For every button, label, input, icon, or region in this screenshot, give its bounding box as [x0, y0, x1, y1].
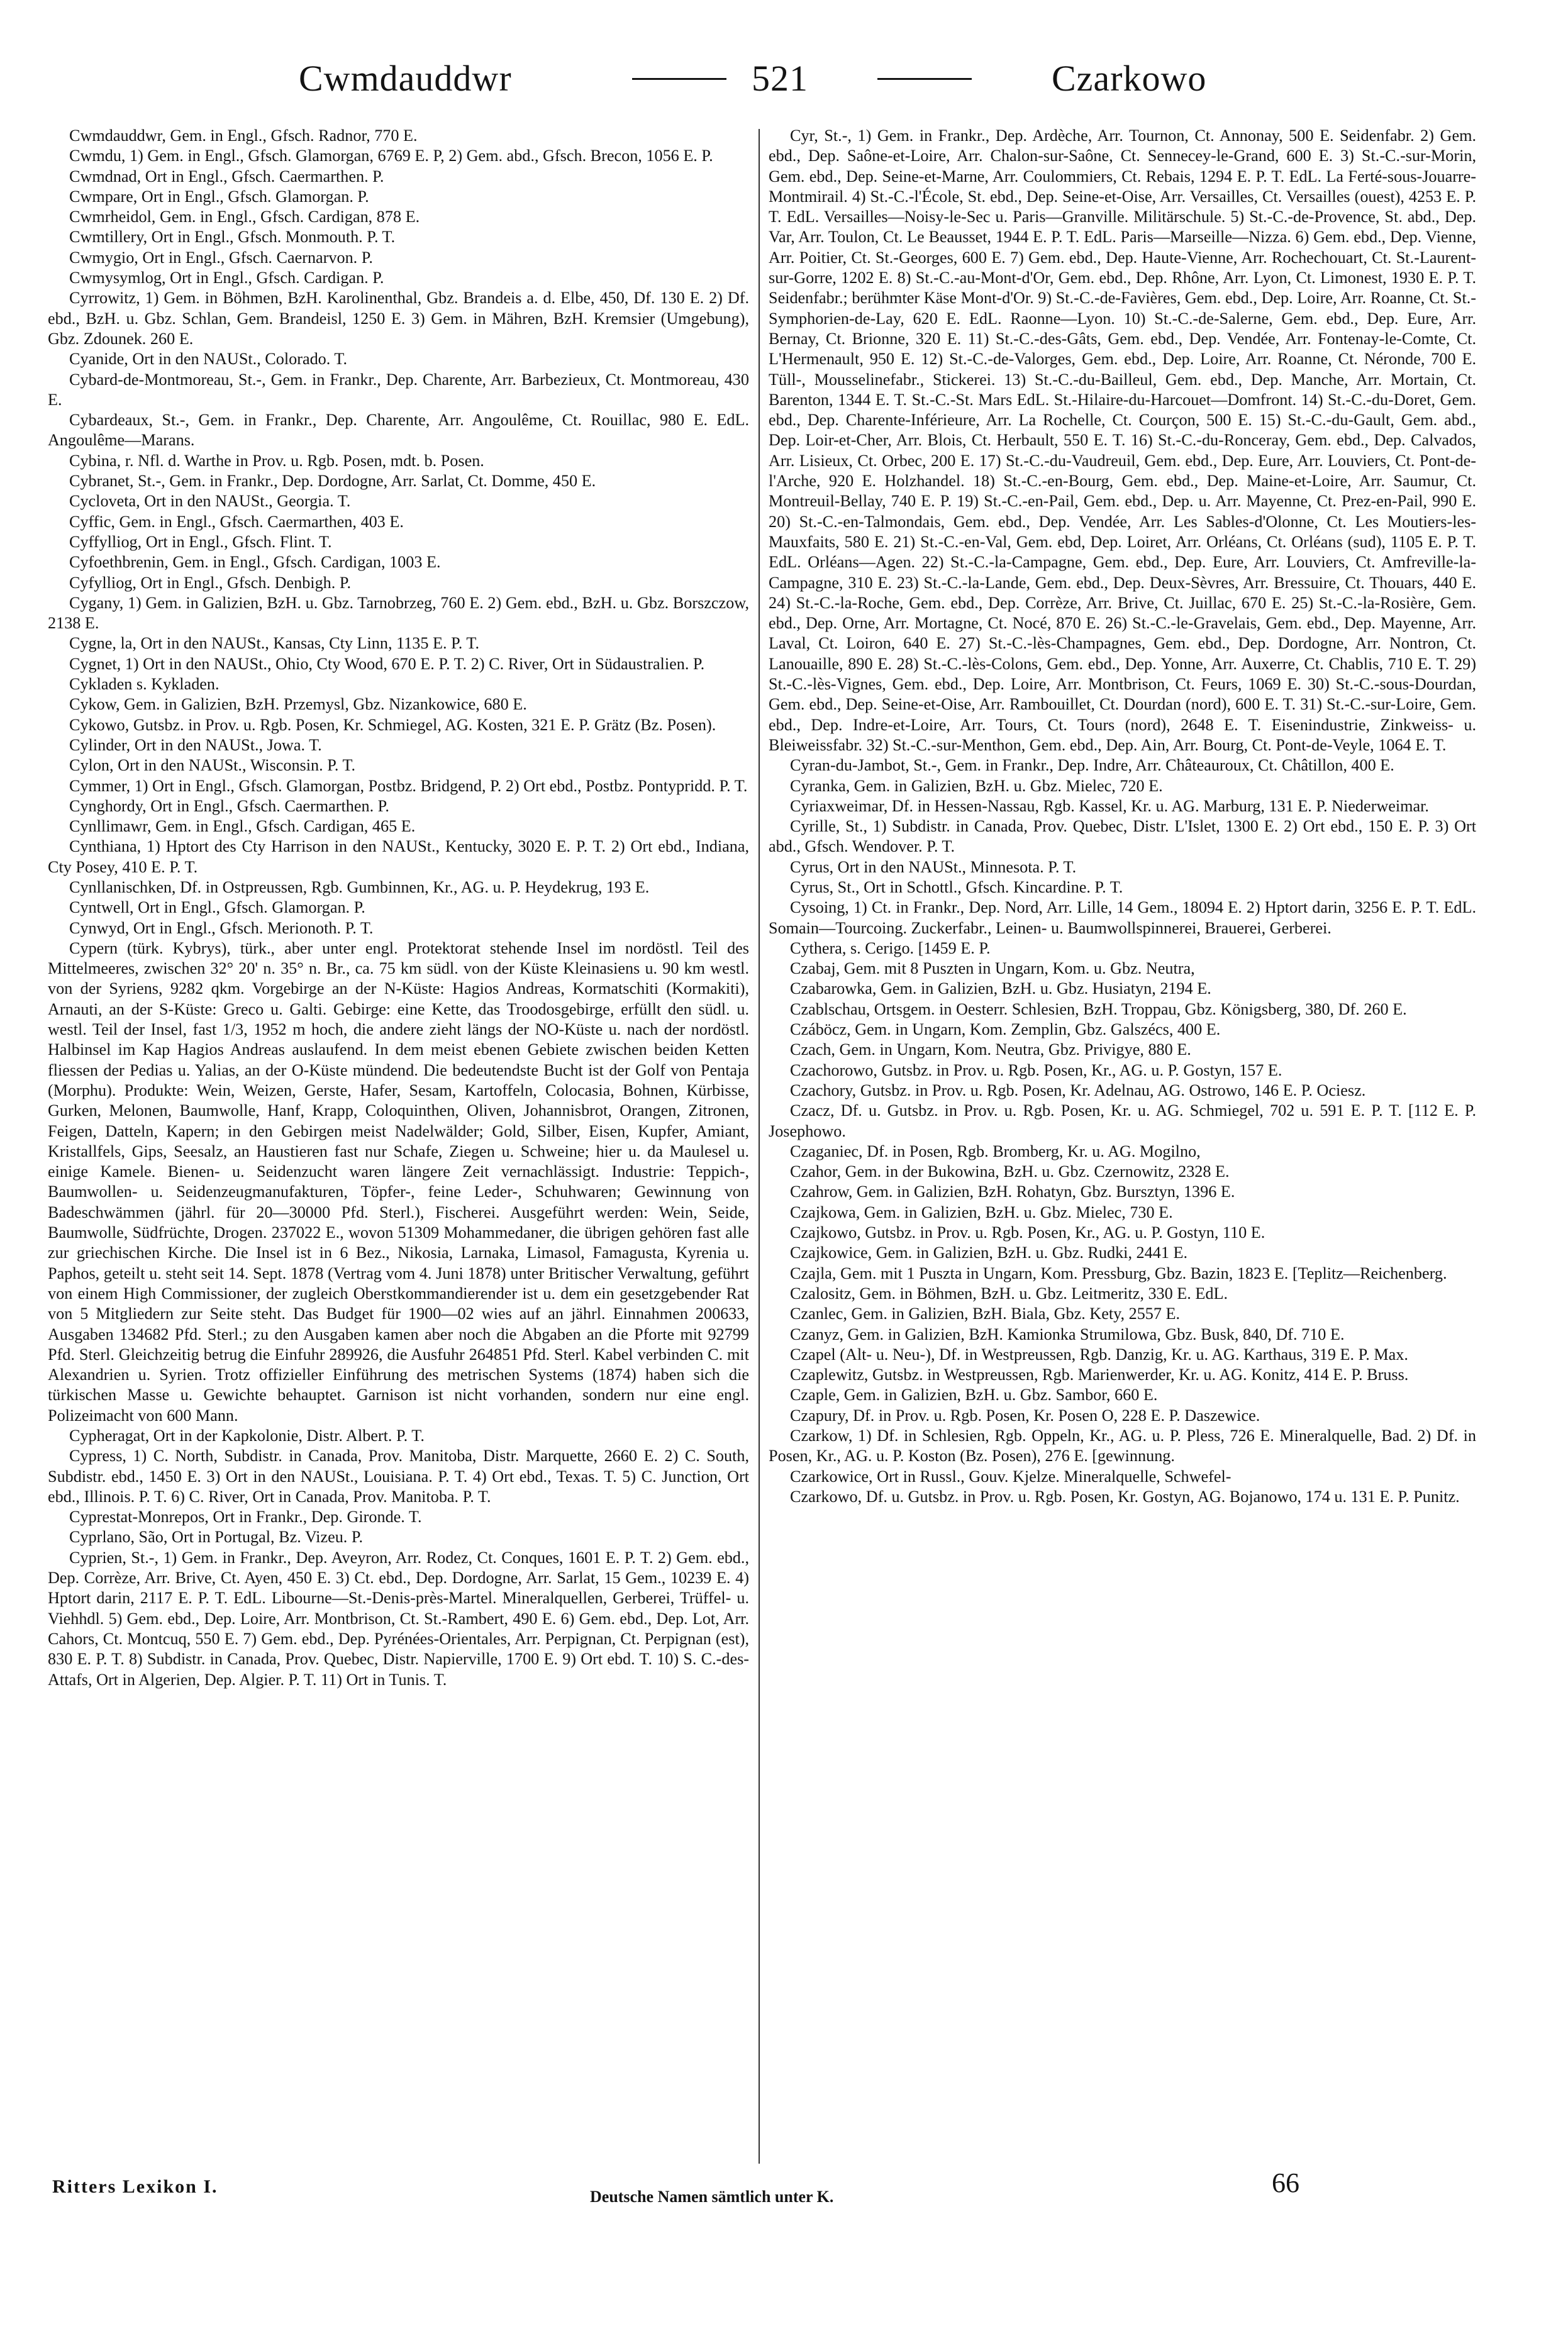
- page-number: 521: [752, 58, 808, 99]
- dictionary-entry: Czalositz, Gem. in Böhmen, BzH. u. Gbz. Leitmeritz, 330 E. EdL.: [790, 1284, 1228, 1303]
- dictionary-entry: Czabarowka, Gem. in Galizien, BzH. u. Gbz. Husiatyn, 2194 E.: [790, 979, 1211, 998]
- dictionary-entry: Cwmysymlog, Ort in Engl., Gfsch. Cardigan. P.: [69, 269, 384, 287]
- dictionary-entry: Cwmdu, 1) Gem. in Engl., Gfsch. Glamorgan, 6769 E. P, 2) Gem. abd., Gfsch. Brecon, 1056 E. P.: [69, 147, 713, 165]
- header-rule-right: [877, 78, 972, 80]
- dictionary-entry: Cwmdnad, Ort in Engl., Gfsch. Caermarthen. P.: [69, 167, 384, 186]
- dictionary-entry: Czacz, Df. u. Gutsbz. in Prov. u. Rgb. Posen, Kr. u. AG. Schmiegel, 702 u. 591 E. P. T. [112 E. P. Josephowo.: [769, 1101, 1476, 1140]
- dictionary-entry: Cyprestat-Monrepos, Ort in Frankr., Dep. Gironde. T.: [69, 1508, 422, 1527]
- dictionary-entry: Cysoing, 1) Ct. in Frankr., Dep. Nord, Arr. Lille, 14 Gem., 18094 E. 2) Hptort darin, 3256 E. P. T. EdL. Somain—Tourcoing. Zuckerfabr., Leinen- u. Baumwollspinnerei, Brauerei, Gerberei.: [769, 898, 1476, 937]
- dictionary-entry: Czapel (Alt- u. Neu-), Df. in Westpreussen, Rgb. Danzig, Kr. u. AG. Karthaus, 319 E. P. Max.: [790, 1345, 1408, 1364]
- dictionary-entry: Czanyz, Gem. in Galizien, BzH. Kamionka Strumilowa, Gbz. Busk, 840, Df. 710 E.: [790, 1325, 1345, 1343]
- dictionary-entry: Cyprien, St.-, 1) Gem. in Frankr., Dep. Aveyron, Arr. Rodez, Ct. Conques, 1601 E. P. T. 2) Gem. ebd., Dep. Corrèze, Arr. Brive, Ct. Ayen, 450 E. 3) Ct. ebd., Dep. Dordogne, Arr. Sarlat, 15 Gem., 10239 E. 4) Hptort darin, 2117 E. P. T. EdL. Libourne—St.-Denis-près-Martel. Mineralquellen, Gerberei, Trüffel- u. Viehhdl. 5) Gem. ebd., Dep. Loire, Arr. Montbrison, Ct. St.-Rambert, 490 E. 6) Gem. ebd., Dep. Lot, Arr. Cahors, Ct. Montcuq, 550 E. 7) Gem. ebd., Dep. Pyrénées-Orientales, Arr. Perpignan, Ct. Perpignan (est), 830 E. P. T. 8) Subdistr. in Canada, Prov. Quebec, Distr. Napierville, 1700 E. 9) Ort ebd. T. 10) S. C.-des-Attafs, Ort in Algerien, Dep. Algier. P. T. 11) Ort in Tunis. T.: [48, 1548, 749, 1689]
- dictionary-entry: Cythera, s. Cerigo. [1459 E. P.: [790, 938, 991, 957]
- dictionary-entry: Cyr, St.-, 1) Gem. in Frankr., Dep. Ardèche, Arr. Tournon, Ct. Annonay, 500 E. Seidenfabr. 2) Gem. ebd., Dep. Saône-et-Loire, Arr. Chalon-sur-Saône, Ct. Sennecey-le-Grand, 600 E. 3) St.-C.-sur-Morin, Gem. ebd., Dep. Seine-et-Marne, Arr. Coulommiers, Ct. Rebais, 1294 E. P. T. EdL. La Ferté-sous-Jouarre-Montmirail. 4) St.-C.-l'École, St. ebd., Dep. Seine-et-Oise, Arr. Versailles, Ct. Versailles (ouest), 4253 E. P. T. EdL. Versailles—Noisy-le-Sec u. Paris—Granville. Militärschule. 5) St.-C.-de-Provence, St. abd., Dep. Var, Arr. Toulon, Ct. Le Beausset, 1944 E. P. T. EdL. Paris—Marseille—Nizza. 6) Gem. ebd., Dep. Vienne, Arr. Poitier, Ct. St.-Georges, 600 E. 7) Gem. ebd., Dep. Haute-Vienne, Arr. Rochechouart, Ct. St.-Laurent-sur-Gorre, 1202 E. 8) St.-C.-au-Mont-d'Or, Gem. ebd., Dep. Rhône, Arr. Lyon, Ct. Limonest, 1930 E. P. T. Seidenfabr.; berühmter Käse Mont-d'Or. 9) St.-C.-de-Favières, Gem. ebd., Dep. Loire, Arr. Roanne, Ct. St.-Symphorien-de-Lay, 620 E. EdL. Raonne—Lyon. 10) St.-C.-de-Salerne, Gem. ebd., Dep. Eure, Arr. Bernay, Ct. Brionne, 320 E. 11) St.-C.-des-Gâts, Gem. ebd., Dep. Vendée, Arr. Fontenay-le-Comte, Ct. L'Hermenault, 950 E. 12) St.-C.-de-Valorges, Gem. ebd., Dep. Loire, Arr. Roanne, Ct. Néronde, 700 E. Tüll-, Mousselinefabr., Stickerei. 13) St.-C.-du-Bailleul, Gem. ebd., Dep. Manche, Arr. Mortain, Ct. Barenton, 1344 E. T. St.-C.-St. Mars EdL. St.-Hilaire-du-Harcouet—Domfront. 14) St.-C.-du-Doret, Gem. ebd., Dep. Charente-Inférieure, Arr. La Rochelle, Ct. Courçon, 500 E. 15) St.-C.-du-Gault, Gem. abd., Dep. Loir-et-Cher, Arr. Blois, Ct. Herbault, 550 E. T. 16) St.-C.-du-Ronceray, Gem. ebd., Dep. Calvados, Arr. Lisieux, Ct. Orbec, 200 E. 17) St.-C.-du-Vaudreuil, Gem. ebd., Dep. Eure, Arr. Louviers, Ct. Pont-de-l'Arche, 920 E. Holzhandel. 18) St.-C.-en-Bourg, Gem. ebd., Dep. Maine-et-Loire, Arr. Saumur, Ct. Montreuil-Bellay, 740 E. P. 19) St.-C.-en-Pail, Gem. ebd., Dep. u. Arr. Mayenne, Ct. Prez-en-Pail, 990 E. 20) St.-C.-en-Talmondais, Gem. ebd., Dep. Vendée, Arr. Les Sables-d'Olonne, Ct. Les Moutiers-les-Mauxfaits, 580 E. 21) St.-C.-en-Val, Gem. ebd, Dep. Loiret, Arr. Orléans, Ct. Orléans (sud), 1105 E. P. T. EdL. Orléans—Agen. 22) St.-C.-la-Campagne, Gem. ebd., Dep. Eure, Arr. Louviers, Ct. Amfreville-la-Campagne, 310 E. 23) St.-C.-la-Lande, Gem. ebd., Dep. Deux-Sèvres, Arr. Bressuire, Ct. Thouars, 440 E. 24) St.-C.-la-Roche, Gem. ebd., Dep. Corrèze, Arr. Brive, Ct. Juillac, 670 E. 25) St.-C.-la-Rosière, Gem. ebd., Dep. Orne, Arr. Mortagne, Ct. Nocé, 870 E. 26) St.-C.-le-Gravelais, Gem. ebd., Dep. Mayenne, Arr. Laval, Ct. Loiron, 640 E. 27) St.-C.-lès-Champagnes, Gem. ebd., Dep. Dordogne, Arr. Nontron, Ct. Lanouaille, 890 E. 28) St.-C.-lès-Colons, Gem. ebd., Dep. Yonne, Arr. Auxerre, Ct. Chablis, 710 E. T. 29) St.-C.-lès-Vignes, Gem. ebd., Dep. Loire, Arr. Montbrison, Ct. Feurs, 1069 E. 30) St.-C.-sous-Dourdan, Gem. ebd., Dep. Seine-et-Oise, Arr. Rambouillet, Ct. Dourdan (nord), 600 E. T. 31) St.-C.-sur-Loire, Gem. ebd., Dep. Indre-et-Loire, Arr. Tours, Ct. Tours (nord), 2648 E. T. Eisenindustrie, Zinkweiss- u. Bleiweissfabr. 32) St.-C.-sur-Menthon, Gem. ebd., Dep. Ain, Arr. Bourg, Ct. Pont-de-Veyle, 1064 E. T.: [769, 126, 1476, 754]
- dictionary-entry: Cwmygio, Ort in Engl., Gfsch. Caernarvon. P.: [69, 248, 373, 267]
- dictionary-entry: Czarkow, 1) Df. in Schlesien, Rgb. Oppeln, Kr., AG. u. P. Pless, 726 E. Mineralquelle, Bad. 2) Df. in Posen, Kr., AG. u. P. Koston (Bz. Posen), 276 E. [gewinnung.: [769, 1427, 1476, 1466]
- dictionary-entry: Cyriaxweimar, Df. in Hessen-Nassau, Rgb. Kassel, Kr. u. AG. Marburg, 131 E. P. Niederweimar.: [790, 796, 1429, 815]
- dictionary-entry: Cycloveta, Ort in den NAUSt., Georgia. T.: [69, 492, 351, 511]
- column-divider: [759, 129, 760, 2164]
- dictionary-entry: Cynllimawr, Gem. in Engl., Gfsch. Cardigan, 465 E.: [69, 817, 416, 836]
- header-rule-left: [632, 78, 726, 80]
- dictionary-entry: Cybard-de-Montmoreau, St.-, Gem. in Frankr., Dep. Charente, Arr. Barbezieux, Ct. Montmoreau, 430 E.: [48, 370, 749, 409]
- dictionary-entry: Czarkowice, Ort in Russl., Gouv. Kjelze. Mineralquelle, Schwefel-: [790, 1467, 1232, 1486]
- dictionary-entry: Cyfoethbrenin, Gem. in Engl., Gfsch. Cardigan, 1003 E.: [69, 553, 441, 572]
- dictionary-entry: Cyffylliog, Ort in Engl., Gfsch. Flint. T.: [69, 532, 332, 551]
- dictionary-entry: Cyprlano, São, Ort in Portugal, Bz. Vizeu. P.: [69, 1528, 364, 1547]
- dictionary-entry: Czajkowa, Gem. in Galizien, BzH. u. Gbz. Mielec, 730 E.: [790, 1203, 1173, 1221]
- dictionary-entry: Czaplewitz, Gutsbz. in Westpreussen, Rgb. Marienwerder, Kr. u. AG. Konitz, 414 E. P. Bruss.: [790, 1365, 1409, 1384]
- dictionary-entry: Czachorowo, Gutsbz. in Prov. u. Rgb. Posen, Kr., AG. u. P. Gostyn, 157 E.: [790, 1060, 1282, 1079]
- dictionary-entry: Cynllanischken, Df. in Ostpreussen, Rgb. Gumbinnen, Kr., AG. u. P. Heydekrug, 193 E.: [69, 877, 650, 896]
- dictionary-entry: Cykowo, Gutsbz. in Prov. u. Rgb. Posen, Kr. Schmiegel, AG. Kosten, 321 E. P. Grätz (Bz. Posen).: [69, 715, 716, 734]
- dictionary-entry: Czajkowo, Gutsbz. in Prov. u. Rgb. Posen, Kr., AG. u. P. Gostyn, 110 E.: [790, 1223, 1265, 1242]
- right-column: [769, 126, 1476, 2164]
- dictionary-entry: Cylinder, Ort in den NAUSt., Jowa. T.: [69, 735, 322, 754]
- dictionary-entry: Czahrow, Gem. in Galizien, BzH. Rohatyn, Gbz. Bursztyn, 1396 E.: [790, 1182, 1235, 1201]
- left-column: [48, 126, 749, 2164]
- dictionary-entry: Cyranka, Gem. in Galizien, BzH. u. Gbz. Mielec, 720 E.: [790, 776, 1163, 795]
- dictionary-entry: Czaganiec, Df. in Posen, Rgb. Bromberg, Kr. u. AG. Mogilno,: [790, 1142, 1201, 1160]
- footer-note: Deutsche Namen sämtlich unter K.: [590, 2188, 834, 2206]
- dictionary-entry: Czablschau, Ortsgem. in Oesterr. Schlesien, BzH. Troppau, Gbz. Königsberg, 380, Df. 260 E.: [790, 999, 1407, 1018]
- dictionary-entry: Cyran-du-Jambot, St.-, Gem. in Frankr., Dep. Indre, Arr. Châteauroux, Ct. Châtillon, 400 E.: [790, 756, 1394, 775]
- dictionary-entry: Cymmer, 1) Ort in Engl., Gfsch. Glamorgan, Postbz. Bridgend, P. 2) Ort ebd., Postbz. Pontypridd. P. T.: [69, 776, 748, 795]
- dictionary-entry: Czapury, Df. in Prov. u. Rgb. Posen, Kr. Posen O, 228 E. P. Daszewice.: [790, 1406, 1260, 1425]
- dictionary-entry: Cylon, Ort in den NAUSt., Wisconsin. P. T.: [69, 756, 356, 775]
- dictionary-entry: Cyntwell, Ort in Engl., Gfsch. Glamorgan. P.: [69, 898, 365, 917]
- dictionary-entry: Cykladen s. Kykladen.: [69, 675, 220, 694]
- footer-signature: Ritters Lexikon I.: [52, 2176, 218, 2197]
- dictionary-entry: Cwmrheidol, Gem. in Engl., Gfsch. Cardigan, 878 E.: [69, 208, 420, 226]
- dictionary-entry: Czáböcz, Gem. in Ungarn, Kom. Zemplin, Gbz. Galszécs, 400 E.: [790, 1020, 1221, 1039]
- dictionary-entry: Cyrrowitz, 1) Gem. in Böhmen, BzH. Karolinenthal, Gbz. Brandeis a. d. Elbe, 450, Df. 130 E. 2) Df. ebd., BzH. u. Gbz. Schlan, Gem. Brandeisl, 1250 E. 3) Gem. in Mähren, BzH. Kremsier (Umgebung), Gbz. Zdounek. 260 E.: [48, 289, 749, 348]
- running-head-left: Cwmdauddwr: [299, 58, 512, 99]
- dictionary-entry: Cygnet, 1) Ort in den NAUSt., Ohio, Cty Wood, 670 E. P. T. 2) C. River, Ort in Südaustralien. P.: [69, 654, 705, 673]
- dictionary-entry: Cybina, r. Nfl. d. Warthe in Prov. u. Rgb. Posen, mdt. b. Posen.: [69, 451, 484, 470]
- dictionary-entry: Czanlec, Gem. in Galizien, BzH. Biala, Gbz. Kety, 2557 E.: [790, 1304, 1181, 1323]
- dictionary-entry: Cygne, la, Ort in den NAUSt., Kansas, Cty Linn, 1135 E. P. T.: [69, 634, 479, 653]
- dictionary-entry: Cyffic, Gem. in Engl., Gfsch. Caermarthen, 403 E.: [69, 512, 404, 531]
- dictionary-entry: Cyrus, St., Ort in Schottl., Gfsch. Kincardine. P. T.: [790, 877, 1123, 896]
- dictionary-entry: Cybranet, St.-, Gem. in Frankr., Dep. Dordogne, Arr. Sarlat, Ct. Domme, 450 E.: [69, 472, 596, 491]
- footer-sheet-number: 66: [1272, 2167, 1299, 2198]
- dictionary-entry: Cypheragat, Ort in der Kapkolonie, Distr. Albert. P. T.: [69, 1427, 425, 1445]
- dictionary-entry: Czachory, Gutsbz. in Prov. u. Rgb. Posen, Kr. Adelnau, AG. Ostrowo, 146 E. P. Ociesz.: [790, 1081, 1366, 1099]
- dictionary-entry: Czaple, Gem. in Galizien, BzH. u. Gbz. Sambor, 660 E.: [790, 1386, 1158, 1404]
- dictionary-entry: Cwmdauddwr, Gem. in Engl., Gfsch. Radnor, 770 E.: [69, 126, 418, 145]
- dictionary-entry: Czahor, Gem. in der Bukowina, BzH. u. Gbz. Czernowitz, 2328 E.: [790, 1162, 1230, 1181]
- dictionary-entry: Cykow, Gem. in Galizien, BzH. Przemysl, Gbz. Nizankowice, 680 E.: [69, 695, 527, 714]
- dictionary-entry: Cyfylliog, Ort in Engl., Gfsch. Denbigh. P.: [69, 573, 352, 592]
- dictionary-entry: Cynwyd, Ort in Engl., Gfsch. Merionoth. P. T.: [69, 918, 374, 937]
- dictionary-entry: Czajla, Gem. mit 1 Puszta in Ungarn, Kom. Pressburg, Gbz. Bazin, 1823 E. [Teplitz—Reichenberg.: [790, 1264, 1447, 1282]
- dictionary-entry: Cwmpare, Ort in Engl., Gfsch. Glamorgan. P.: [69, 187, 369, 206]
- dictionary-entry: Czach, Gem. in Ungarn, Kom. Neutra, Gbz. Privigye, 880 E.: [790, 1040, 1191, 1059]
- dictionary-entry: Cynghordy, Ort in Engl., Gfsch. Caermarthen. P.: [69, 796, 389, 815]
- dictionary-entry: Cybardeaux, St.-, Gem. in Frankr., Dep. Charente, Arr. Angoulême, Ct. Rouillac, 980 E. EdL. Angoulême—Marans.: [48, 411, 749, 450]
- dictionary-entry: Czajkowice, Gem. in Galizien, BzH. u. Gbz. Rudki, 2441 E.: [790, 1243, 1188, 1262]
- dictionary-entry: Cyanide, Ort in den NAUSt., Colorado. T.: [69, 350, 347, 369]
- dictionary-entry: Cwmtillery, Ort in Engl., Gfsch. Monmouth. P. T.: [69, 228, 396, 247]
- dictionary-entry: Cyrus, Ort in den NAUSt., Minnesota. P. T.: [790, 857, 1077, 876]
- dictionary-entry: Czabaj, Gem. mit 8 Puszten in Ungarn, Kom. u. Gbz. Neutra,: [790, 959, 1195, 978]
- dictionary-entry: Cygany, 1) Gem. in Galizien, BzH. u. Gbz. Tarnobrzeg, 760 E. 2) Gem. ebd., BzH. u. Gbz. Borszczow, 2138 E.: [48, 593, 749, 633]
- dictionary-entry: Czarkowo, Df. u. Gutsbz. in Prov. u. Rgb. Posen, Kr. Gostyn, AG. Bojanowo, 174 u. 131 E. P. Punitz.: [790, 1487, 1460, 1506]
- dictionary-entry: Cypern (türk. Kybrys), türk., aber unter engl. Protektorat stehende Insel im nordöstl. Teil des Mittelmeeres, zwischen 32° 20' n. 35° n. Br., ca. 75 km südl. von der Küste Kleinasiens u. 90 km westl. von der Syriens, 9282 qkm. Vorgebirge an der N-Küste: Hagios Andreas, Kormatschiti (Kormakiti), Arnauti, an der S-Küste: Greco u. Galti. Gebirge: eine Kette, das Troodosgebirge, erfüllt den südl. u. westl. Teil der Insel, fast 1/3, 1952 m hoch, die andere zieht längs der NO-Küste u. nach der nordöstl. Halbinsel im Kap Hagios Andreas auslaufend. In dem meist ebenen Gebiete zwischen beiden Ketten fliessen der Pedias u. Yalias, an der O-Küste mündend. Die bedeutendste Bucht ist der Golf von Pentaja (Morphu). Produkte: Wein, Weizen, Gerste, Hafer, Sesam, Kartoffeln, Colocasia, Bohnen, Kürbisse, Gurken, Melonen, Baumwolle, Hanf, Krapp, Coloquinthen, Oliven, Johannisbrot, Orangen, Zitronen, Feigen, Datteln, Kapern; in den Gebirgen meist Nadelwälder; Gold, Silber, Eisen, Kupfer, Amiant, Kristallfels, Gips, Seesalz, an Haustieren fast nur Schafe, Ziegen u. Schweine; hier u. da Maulesel u. einige Kamele. Bienen- u. Seidenzucht waren längere Zeit vernachlässigt. Industrie: Teppich-, Baumwollen- u. Seidenzeugmanufakturen, Töpfer-, feine Leder-, Schuhwaren; Gewinnung von Badeschwämmen (jährl. für 20—30000 Pfd. Sterl.), Fischerei. Ausgeführt werden: Wein, Seide, Baumwolle, Südfrüchte, Drogen. 237022 E., wovon 51309 Mohammedaner, die übrigen gehören fast alle zur griechischen Kirche. Die Insel ist in 6 Bez., Nikosia, Larnaka, Limasol, Famagusta, Kyrenia u. Paphos, geteilt u. steht seit 14. Sept. 1878 (Vertrag vom 4. Juni 1878) unter Britischer Verwaltung, geführt von einem High Commissioner, der zugleich Oberstkommandierender ist u. dem ein gesetzgebender Rat von 5 Mitgliedern zur Seite steht. Das Budget für 1900—02 wies auf an jährl. Einnahmen 200633, Ausgaben 134682 Pfd. Sterl.; zu den Ausgaben kamen aber noch die Abgaben an die Pforte mit 92799 Pfd. Sterl. Gleichzeitig betrug die Einfuhr 289926, die Ausfuhr 264851 Pfd. Sterl. Kabel verbinden C. mit Alexandrien u. Syrien. Trotz offizieller Einführung des metrischen Systems (1874) haben sich die türkischen Masse u. Gewichte behauptet. Garnison ist nicht vorhanden, sondern nur eine engl. Polizeimacht von 600 Mann.: [48, 938, 749, 1425]
- dictionary-entry: Cyrille, St., 1) Subdistr. in Canada, Prov. Quebec, Distr. L'Islet, 1300 E. 2) Ort ebd., 150 E. P. 3) Ort abd., Gfsch. Wendover. P. T.: [769, 817, 1476, 856]
- dictionary-entry: Cypress, 1) C. North, Subdistr. in Canada, Prov. Manitoba, Distr. Marquette, 2660 E. 2) C. South, Subdistr. ebd., 1450 E. 3) Ort in den NAUSt., Louisiana. P. T. 4) Ort ebd., Texas. T. 5) C. Junction, Ort ebd., Illinois. P. T. 6) C. River, Ort in Canada, Prov. Manitoba. P. T.: [48, 1447, 749, 1506]
- running-head-right: Czarkowo: [1052, 58, 1207, 99]
- dictionary-entry: Cynthiana, 1) Hptort des Cty Harrison in den NAUSt., Kentucky, 3020 E. P. T. 2) Ort ebd., Indiana, Cty Posey, 410 E. P. T.: [48, 837, 749, 876]
